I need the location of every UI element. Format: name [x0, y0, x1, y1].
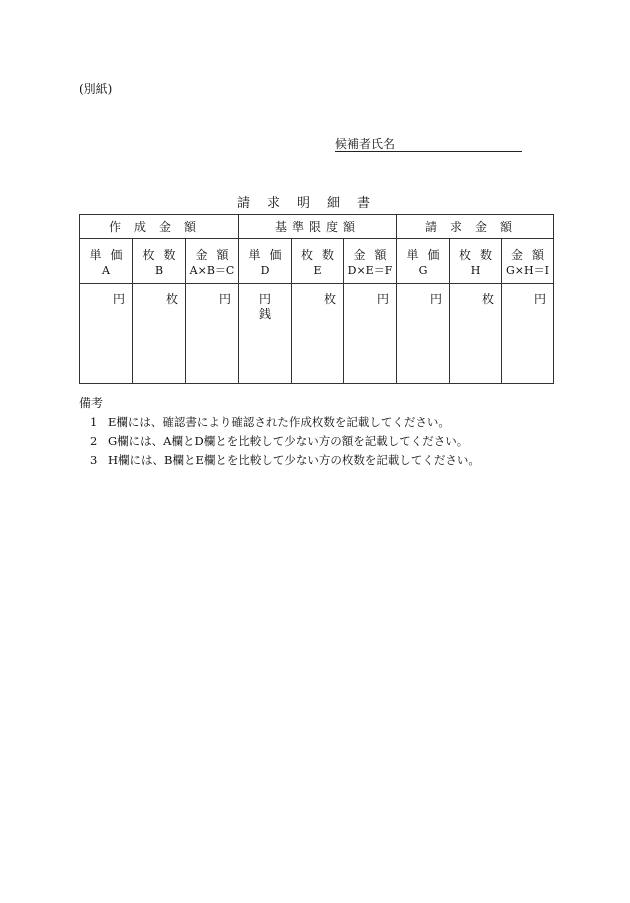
subheader-d — [239, 239, 292, 284]
candidate-name-label: 候補者氏名 — [335, 137, 396, 151]
entry-cell-a[interactable] — [80, 284, 133, 384]
detail-table — [79, 214, 554, 384]
subheader-code: G — [418, 264, 428, 277]
subheader-f — [344, 239, 397, 284]
subheader-label: 枚数 — [459, 248, 502, 262]
unit-label: 円 — [112, 292, 125, 306]
remark-item — [90, 451, 480, 470]
remark-item — [90, 413, 480, 432]
remark-text: H欄には、B欄とE欄とを比較して少ない方の枚数を記載してください。 — [108, 453, 480, 467]
entry-cell-f[interactable] — [344, 284, 397, 384]
subheader-label: 枚数 — [301, 248, 344, 262]
group-header-claim-amount: 請求金額 — [397, 215, 554, 239]
unit-label: 枚 — [481, 292, 494, 306]
unit-label: 円 — [218, 292, 231, 306]
candidate-name-field[interactable] — [335, 137, 522, 152]
group-header-standard-limit: 基準限度額 — [239, 215, 397, 239]
subheader-code: E — [313, 264, 322, 277]
unit-label: 枚 — [165, 292, 178, 306]
remark-item — [90, 432, 480, 451]
subheader-label: 単価 — [89, 248, 132, 262]
entry-cell-i[interactable] — [502, 284, 554, 384]
subheader-code: A — [102, 264, 110, 277]
remark-text: E欄には、確認書により確認された作成枚数を記載してください。 — [108, 415, 450, 429]
entry-cell-c[interactable] — [186, 284, 239, 384]
unit-label-sen: 銭 — [258, 307, 271, 321]
entry-cell-h[interactable] — [450, 284, 502, 384]
subheader-label: 単価 — [248, 248, 291, 262]
subheader-h — [450, 239, 502, 284]
document-title: 請求明細書 — [237, 196, 388, 211]
subheader-g — [397, 239, 450, 284]
subheader-code: B — [154, 264, 164, 277]
attachment-label: (別紙) — [79, 82, 113, 96]
subheader-code: D — [260, 264, 270, 277]
remarks-list — [90, 413, 480, 470]
remark-number: 3 — [90, 453, 98, 467]
subheader-label: 枚数 — [142, 248, 185, 262]
subheader-label: 単価 — [406, 248, 449, 262]
subheader-code: D×E＝F — [347, 264, 393, 277]
subheader-label: 金額 — [353, 248, 396, 262]
subheader-label: 金額 — [195, 248, 238, 262]
subheader-b — [133, 239, 186, 284]
subheader-code: G×H＝I — [506, 264, 549, 277]
remarks-heading: 備考 — [79, 396, 104, 410]
subheader-label: 金額 — [511, 248, 554, 262]
remark-number: 1 — [90, 415, 98, 429]
remark-text: G欄には、A欄とD欄とを比較して少ない方の額を記載してください。 — [108, 434, 469, 448]
remark-number: 2 — [90, 434, 98, 448]
unit-label: 枚 — [323, 292, 336, 306]
subheader-code: A×B＝C — [189, 264, 235, 277]
entry-cell-b[interactable] — [133, 284, 186, 384]
subheader-a — [80, 239, 133, 284]
entry-cell-e[interactable] — [292, 284, 344, 384]
subheader-e — [292, 239, 344, 284]
subheader-i — [502, 239, 554, 284]
group-header-creation-amount: 作成金額 — [80, 215, 239, 239]
unit-label: 円 — [258, 292, 271, 306]
unit-label: 円 — [533, 292, 546, 306]
unit-label: 円 — [376, 292, 389, 306]
subheader-c — [186, 239, 239, 284]
entry-cell-d[interactable] — [239, 284, 292, 384]
unit-label: 円 — [429, 292, 442, 306]
entry-cell-g[interactable] — [397, 284, 450, 384]
subheader-code: H — [470, 264, 481, 277]
